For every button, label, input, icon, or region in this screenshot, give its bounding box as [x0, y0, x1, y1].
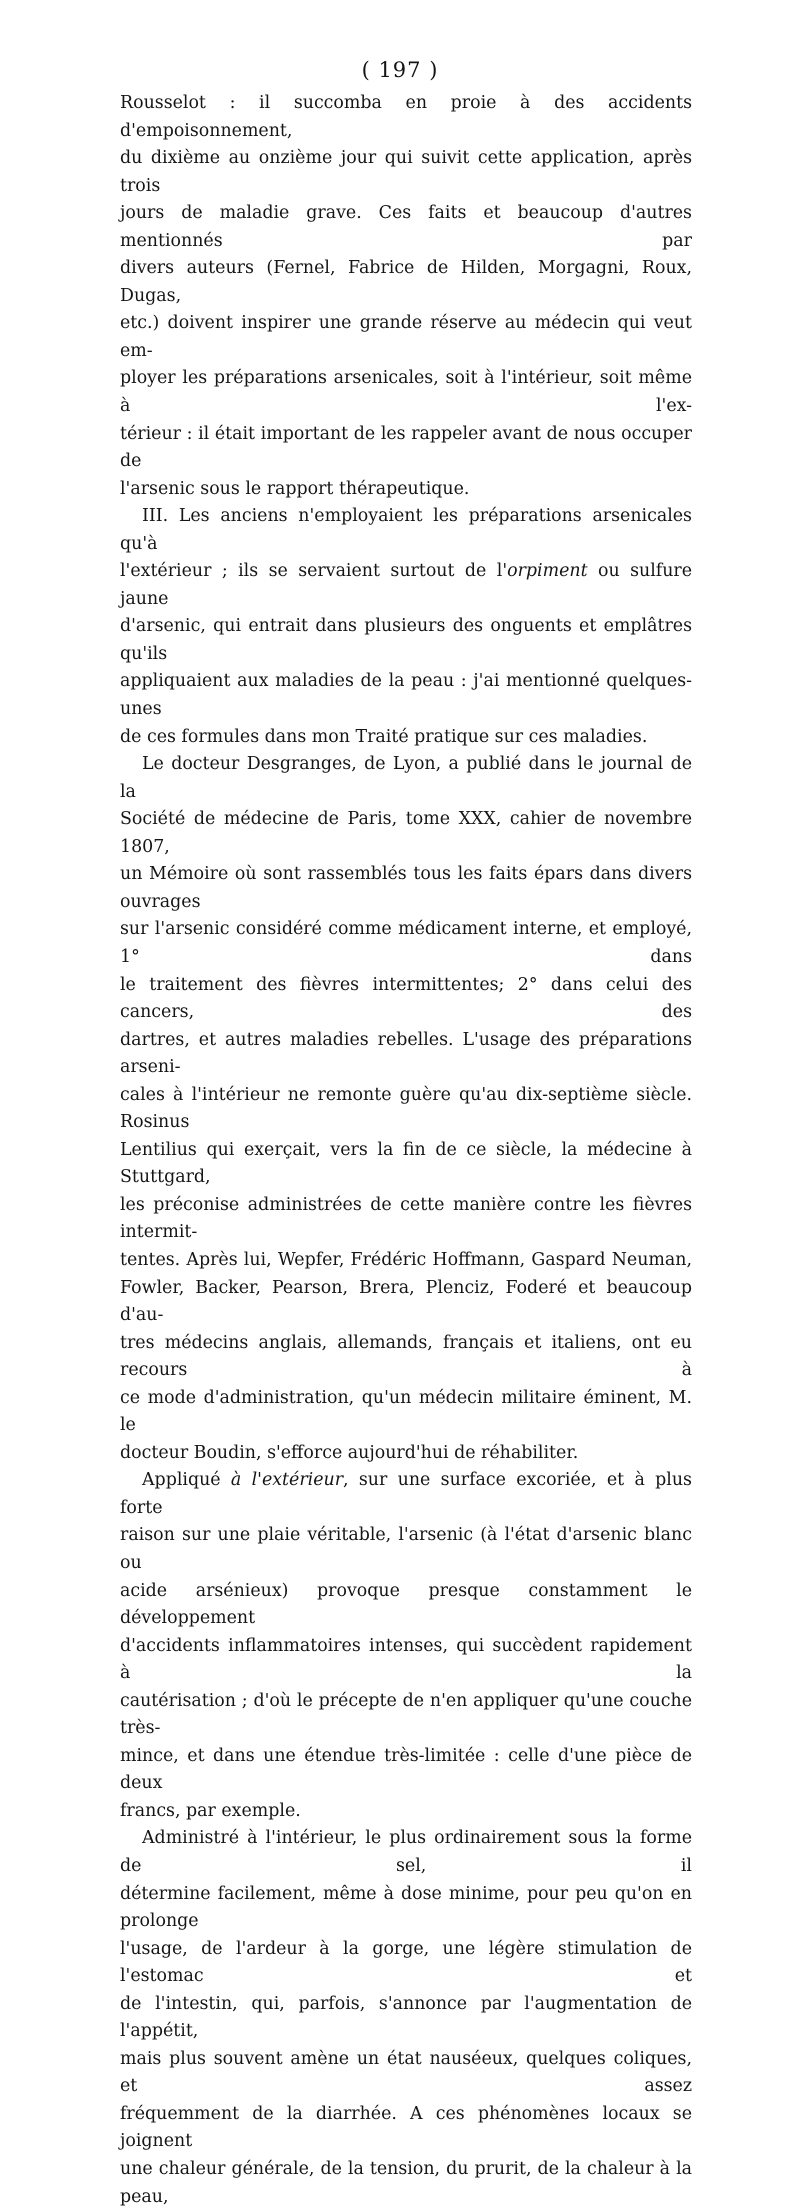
- text-line: [120, 751, 692, 806]
- text-segment: les préconise administrées de cette manière contre les fièvres intermit-: [120, 1194, 692, 1243]
- text-segment: mince, et dans une étendue très-limitée : celle d'une pièce de deux: [120, 1745, 692, 1794]
- text-segment: dartres, et autres maladies rebelles. L'usage des préparations arseni-: [120, 1029, 692, 1078]
- text-line: [120, 2046, 692, 2101]
- text-segment: fréquemment de la diarrhée. A ces phénomènes locaux se joignent: [120, 2103, 692, 2152]
- text-segment: l'usage, de l'ardeur à la gorge, une légère stimulation de l'estomac et: [120, 1938, 692, 1987]
- text-segment: etc.) doivent inspirer une grande réserve au médecin qui veut em-: [120, 313, 692, 361]
- text-segment: Administré à l'intérieur, le plus ordinairement sous la forme de sel, il: [120, 1828, 692, 1876]
- text-segment: tentes. Après lui, Wepfer, Frédéric Hoffmann, Gaspard Neuman,: [120, 1249, 692, 1270]
- text-segment: sur l'arsenic considéré comme médicament interne, et employé, 1° dans: [120, 919, 692, 967]
- text-segment: Rousselot : il succomba en proie à des accidents d'empoisonnement,: [120, 93, 692, 141]
- text-segment: cautérisation ; d'où le précepte de n'en appliquer qu'une couche très-: [120, 1690, 692, 1739]
- text-line: [120, 558, 692, 613]
- text-line: [120, 1467, 692, 1522]
- text-line: [120, 145, 692, 200]
- text-segment: du dixième au onzième jour qui suivit cette application, après trois: [120, 148, 692, 196]
- text-segment: tres médecins anglais, allemands, français et italiens, ont eu recours à: [120, 1332, 692, 1381]
- text-segment: Société de médecine de Paris, tome XXX, cahier de novembre 1807,: [120, 809, 692, 857]
- page-number: ( 197 ): [361, 58, 439, 82]
- text-line: [120, 421, 692, 476]
- text-line: [120, 476, 692, 504]
- text-segment: docteur Boudin, s'efforce aujourd'hui de réhabiliter.: [120, 1442, 579, 1463]
- text-segment: cales à l'intérieur ne remonte guère qu'au dix-septième siècle. Rosinus: [120, 1084, 692, 1133]
- text-line: [120, 1330, 692, 1385]
- text-line: [120, 200, 692, 255]
- text-line: [120, 1743, 692, 1798]
- text-segment: d'arsenic, qui entrait dans plusieurs des onguents et emplâtres qu'ils: [120, 616, 692, 664]
- italic-term: orpiment: [507, 561, 588, 582]
- text-line: [120, 90, 692, 145]
- text-line: [120, 1082, 692, 1137]
- text-line: [120, 1798, 692, 1826]
- text-segment: raison sur une plaie véritable, l'arsenic (à l'état d'arsenic blanc ou: [120, 1525, 692, 1573]
- text-line: [120, 310, 692, 365]
- text-segment: divers auteurs (Fernel, Fabrice de Hilden, Morgagni, Roux, Dugas,: [120, 258, 692, 306]
- text-segment: Le docteur Desgranges, de Lyon, a publié dans le journal de la: [120, 754, 692, 802]
- text-segment: appliquaient aux maladies de la peau : j'ai mentionné quelques-unes: [120, 671, 692, 720]
- text-segment: ce mode d'administration, qu'un médecin militaire éminent, M. le: [120, 1387, 692, 1436]
- text-segment: ou sulfure jaune: [120, 561, 693, 609]
- text-segment: Appliqué: [142, 1470, 231, 1491]
- text-line: [120, 1825, 692, 1880]
- text-segment: Lentilius qui exerçait, vers la fin de ce siècle, la médecine à Stuttgard,: [120, 1139, 692, 1188]
- text-segment: ployer les préparations arsenicales, soit à l'intérieur, soit même à l'ex-: [120, 368, 692, 417]
- text-segment: Fowler, Backer, Pearson, Brera, Plenciz, Foderé et beaucoup d'au-: [120, 1277, 692, 1326]
- text-segment: une chaleur générale, de la tension, du prurit, de la chaleur à la peau,: [120, 2159, 692, 2207]
- text-line: [120, 1936, 692, 1991]
- text-segment: mais plus souvent amène un état nauséeux, quelques coliques, et assez: [120, 2048, 692, 2097]
- text-line: [120, 2101, 692, 2156]
- text-segment: un Mémoire où sont rassemblés tous les faits épars dans divers ouvrages: [120, 864, 692, 912]
- text-line: [120, 972, 692, 1027]
- text-segment: de l'intestin, qui, parfois, s'annonce par l'augmentation de l'appétit,: [120, 1993, 692, 2042]
- text-line: [120, 668, 692, 723]
- text-line: [120, 1578, 692, 1633]
- text-segment: III. Les anciens n'employaient les préparations arsenicales qu'à: [120, 506, 692, 554]
- text-segment: , sur une surface excoriée, et à plus forte: [120, 1470, 692, 1518]
- text-line: [120, 503, 692, 558]
- text-line: [120, 1137, 692, 1192]
- text-segment: le traitement des fièvres intermittentes; 2° dans celui des cancers, des: [120, 974, 692, 1023]
- text-line: [120, 365, 692, 420]
- text-segment: jours de maladie grave. Ces faits et beaucoup d'autres mentionnés par: [120, 203, 692, 251]
- text-line: [120, 613, 692, 668]
- text-line: [120, 1247, 692, 1275]
- body-text: [120, 90, 692, 2211]
- text-line: [120, 1385, 692, 1440]
- text-line: [120, 1633, 692, 1688]
- text-segment: térieur : il était important de les rappeler avant de nous occuper de: [120, 423, 692, 472]
- text-line: [120, 1192, 692, 1247]
- text-line: [120, 1991, 692, 2046]
- text-line: [120, 1688, 692, 1743]
- text-line: [120, 1522, 692, 1577]
- text-line: [120, 724, 692, 752]
- text-segment: l'arsenic sous le rapport thérapeutique.: [120, 478, 470, 499]
- text-line: [120, 806, 692, 861]
- text-segment: acide arsénieux) provoque presque constamment le développement: [120, 1580, 692, 1629]
- text-segment: détermine facilement, même à dose minime, pour peu qu'on en prolonge: [120, 1883, 692, 1932]
- text-segment: d'accidents inflammatoires intenses, qui succèdent rapidement à la: [120, 1635, 692, 1684]
- text-line: [120, 1440, 692, 1468]
- text-line: [120, 916, 692, 971]
- text-line: [120, 2156, 692, 2211]
- text-line: [120, 1275, 692, 1330]
- text-line: [120, 1027, 692, 1082]
- text-line: [120, 255, 692, 310]
- text-line: [120, 1881, 692, 1936]
- text-segment: de ces formules dans mon Traité pratique sur ces maladies.: [120, 726, 648, 747]
- text-segment: francs, par exemple.: [120, 1800, 301, 1821]
- text-line: [120, 861, 692, 916]
- italic-term: à l'extérieur: [230, 1470, 344, 1491]
- text-segment: l'extérieur ; ils se servaient surtout de l': [120, 561, 508, 582]
